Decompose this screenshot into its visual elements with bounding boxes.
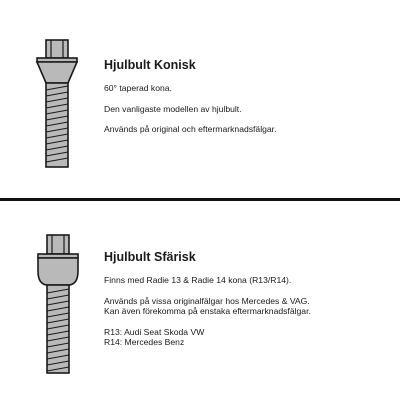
paragraph-line: R13: Audi Seat Skoda VW: [104, 326, 205, 337]
conical-bolt-section: [0, 0, 400, 198]
conical-bolt-paragraph: [104, 124, 394, 135]
conical-bolt-paragraph: [104, 83, 394, 94]
spherical-bolt-paragraph: [104, 327, 394, 348]
section-divider: [0, 198, 400, 201]
conical-bolt-title: Hjulbult Konisk: [104, 58, 196, 72]
conical-bolt-icon: [34, 38, 80, 174]
paragraph-line: R14: Mercedes Benz: [104, 337, 185, 347]
spherical-bolt-section: [0, 203, 400, 400]
paragraph-line: Används på original och eftermarknadsfälgar.: [104, 124, 277, 134]
paragraph-line: Finns med Radie 13 & Radie 14 kona (R13/R14).: [104, 275, 292, 285]
spherical-bolt-paragraph: [104, 296, 394, 317]
spherical-bolt-description: [104, 250, 394, 358]
paragraph-line: Används på vissa originalfälgar hos Mercedes & VAG.: [104, 295, 310, 306]
spherical-bolt-paragraph: [104, 275, 394, 286]
paragraph-line: Kan även förekomma på enstaka eftermarknadsfälgar.: [104, 306, 311, 316]
paragraph-line: 60° taperad kona.: [104, 83, 172, 93]
spherical-bolt-icon: [34, 233, 84, 383]
spherical-bolt-title: Hjulbult Sfärisk: [104, 250, 196, 264]
conical-bolt-description: [104, 58, 394, 145]
conical-bolt-paragraph: [104, 104, 394, 115]
paragraph-line: Den vanligaste modellen av hjulbult.: [104, 103, 242, 114]
